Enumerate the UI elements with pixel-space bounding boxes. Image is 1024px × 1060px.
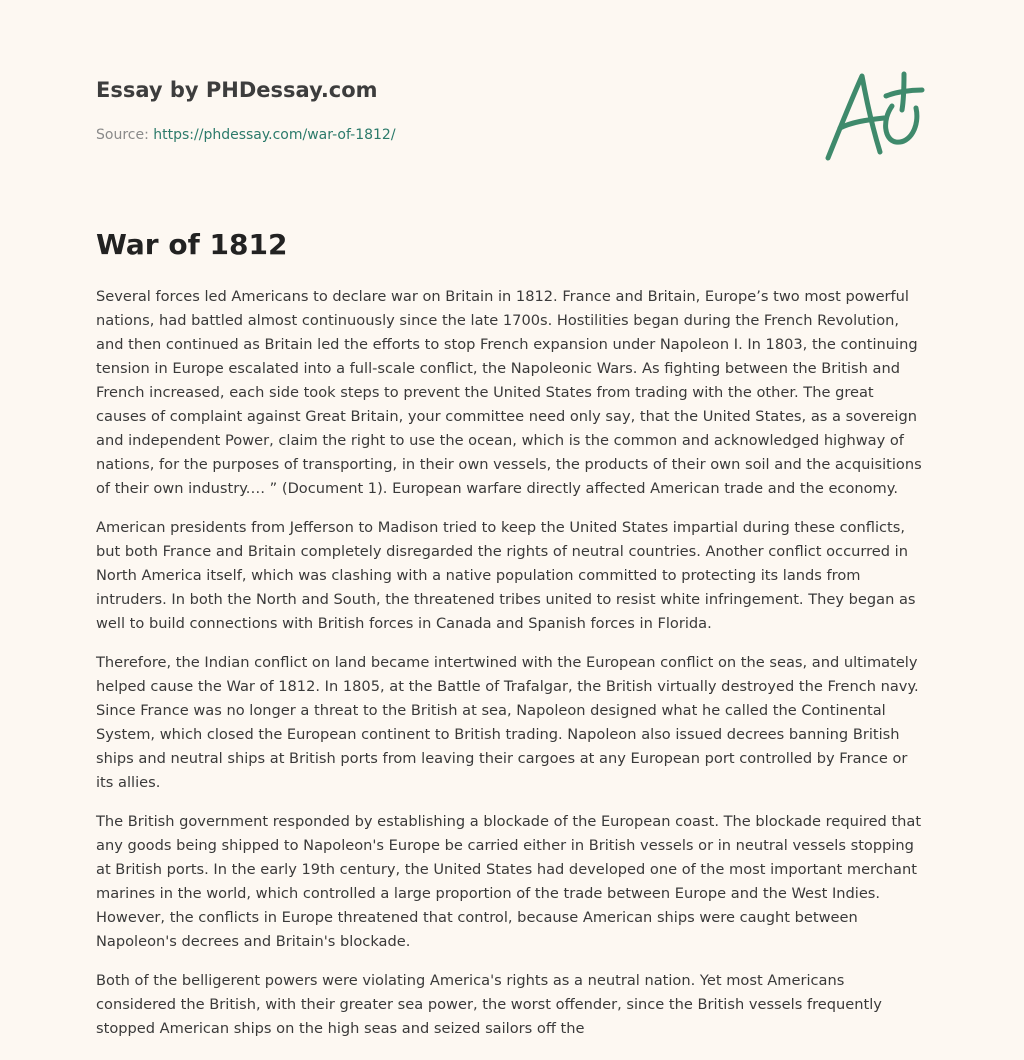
essay-paragraph: American presidents from Jefferson to Madison tried to keep the United States impartial during these conflicts, but both France and Britain completely disregarded the rights of neutral countries. Another conflict occurred in North America itself, which was clashing with a native population committed to protecting its lands from intruders. In both the North and South, the threatened tribes united to resist white infringement. They began as well to build connections with British forces in Canada and Spanish forces in Florida. bbox=[96, 519, 916, 632]
essay-paragraph: Therefore, the Indian conflict on land became intertwined with the European conflict on the seas, and ultimately helped cause the War of 1812. In 1805, at the Battle of Trafalgar, the British virtually destroyed the French navy. Since France was no longer a threat to the British at sea, Napoleon designed what he called the Continental System, which closed the European continent to British trading. Napoleon also issued decrees banning British ships and neutral ships at British ports from leaving their cargoes at any European port controlled by France or its allies. bbox=[96, 654, 919, 791]
essay-paragraph: The British government responded by establishing a blockade of the European coast. The blockade required that any goods being shipped to Napoleon's Europe be carried either in British vessels or in neutral vessels stopping at British ports. In the early 19th century, the United States had developed one of the most important merchant marines in the world, which controlled a large proportion of the trade between Europe and the West Indies. However, the conflicts in Europe threatened that control, because American ships were caught between Napoleon's decrees and Britain's blockade. bbox=[96, 813, 922, 950]
essay-paragraph: Several forces led Americans to declare war on Britain in 1812. France and Britain, Europe’s two most powerful nations, had battled almost continuously since the late 1700s. Hostilities began during the French Revolution, and then continued as Britain led the efforts to stop French expansion under Napoleon I. In 1803, the continuing tension in Europe escalated into a full-scale conflict, the Napoleonic Wars. As fighting between the British and French increased, each side took steps to prevent the United States from trading with the other. The great causes of complaint against Great Britain, your committee need only say, that the United States, as a sovereign and independent Power, claim the right to use the ocean, which is the common and acknowledged highway of nations, for the purposes of transporting, in their own vessels, the products of their own soil and the acquisitions of their own industry.… ” (Document 1). European warfare directly affected American trade and the economy. bbox=[96, 288, 922, 497]
source-link[interactable]: https://phdessay.com/war-of-1812/ bbox=[153, 127, 396, 143]
essay-paragraph: Both of the belligerent powers were violating America's rights as a neutral nation. Yet most Americans considered the British, with their greater sea power, the worst offender, since the British vessels frequently stopped American ships on the high seas and seized sailors off the bbox=[96, 972, 882, 1037]
essay-body bbox=[96, 285, 928, 1056]
source-label: Source: bbox=[96, 127, 154, 143]
source-line bbox=[96, 125, 796, 145]
site-header bbox=[96, 76, 796, 145]
essay-title: War of 1812 bbox=[96, 228, 288, 261]
a-plus-logo-icon bbox=[822, 68, 928, 164]
site-brand: Essay by PHDessay.com bbox=[96, 78, 378, 102]
